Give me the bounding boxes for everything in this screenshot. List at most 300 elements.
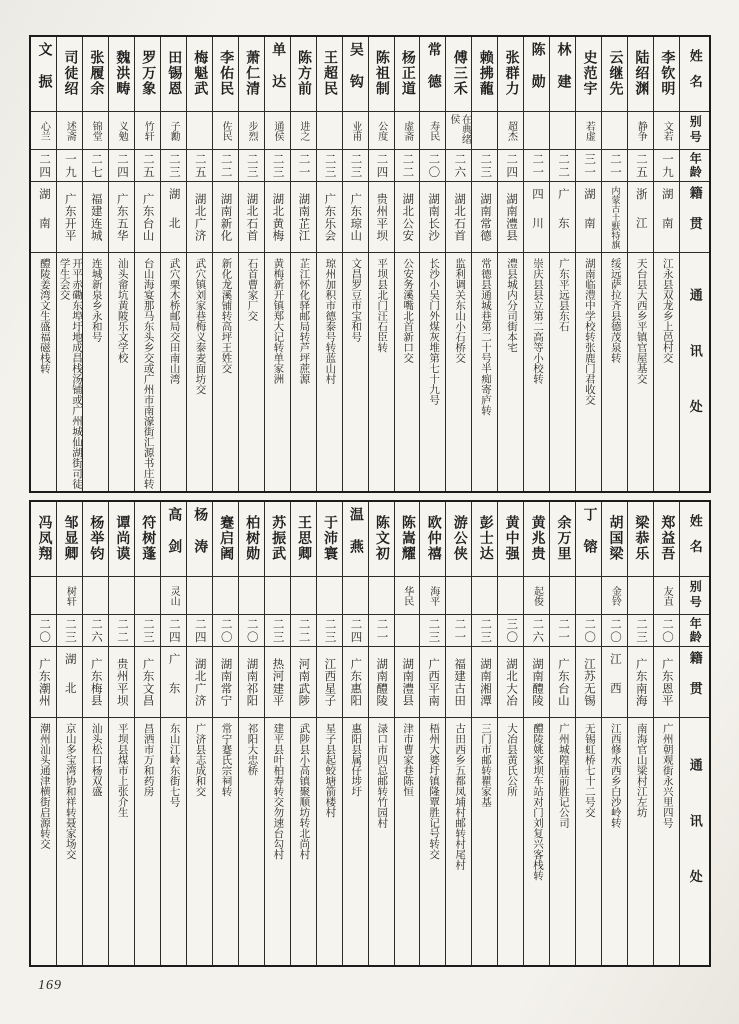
name-cell	[213, 502, 238, 577]
alias-cell	[239, 112, 264, 150]
alias-cell	[654, 577, 679, 615]
native-text: 湖北广济	[193, 657, 206, 707]
row-header-name-label: 姓名	[687, 48, 703, 100]
address-text: 汕头畲坑黄陂乐文学校	[116, 258, 128, 363]
alias-cell	[446, 577, 471, 615]
name-cell	[472, 37, 497, 112]
native-cell	[395, 647, 420, 718]
name-cell	[369, 37, 394, 112]
age-cell	[472, 615, 497, 647]
address-text: 广济县志成和交	[194, 723, 206, 797]
alias-text: 通侯	[271, 120, 283, 141]
address-text: 崇庆县县立第二高等小校转	[531, 258, 543, 384]
native-text: 湖北石首	[453, 192, 466, 242]
address-text: 祁阳大忠桥	[246, 723, 258, 776]
person-column	[601, 502, 627, 965]
age-cell	[395, 615, 420, 647]
age-cell	[109, 615, 134, 647]
directory-table-top	[29, 35, 711, 493]
address-cell	[109, 718, 134, 965]
address-cell	[83, 718, 108, 965]
alias-cell	[213, 577, 238, 615]
native-text: 广东惠阳	[349, 657, 362, 707]
age-text: 二〇	[660, 617, 673, 644]
address-text: 三门市邮转瞿家基	[480, 723, 492, 807]
alias-cell	[343, 112, 368, 150]
native-text: 湖南澧县	[401, 657, 414, 707]
age-text: 二二	[297, 617, 310, 644]
age-text: 二三	[271, 617, 284, 644]
address-cell	[654, 718, 679, 965]
address-text: 绥远萨拉齐县德茂泉转	[609, 258, 621, 363]
name-cell	[317, 37, 342, 112]
address-cell	[161, 718, 186, 965]
name-text: 吴钩	[347, 41, 363, 107]
native-text: 广东琼山	[349, 192, 362, 242]
native-text: 湖北石首	[245, 192, 258, 242]
row-header-age	[680, 150, 709, 182]
age-text: 一九	[660, 152, 673, 179]
age-text: 二五	[141, 152, 154, 179]
name-text: 李钦明	[659, 50, 675, 98]
address-text: 平坝县煤市上张介生	[116, 723, 128, 818]
address-cell	[395, 718, 420, 965]
native-cell	[628, 647, 653, 718]
age-text: 二一	[531, 152, 544, 179]
row-header-name	[680, 37, 709, 112]
native-cell	[446, 182, 471, 253]
name-text: 杨正道	[399, 50, 415, 98]
alias-cell	[628, 112, 653, 150]
person-column	[549, 502, 575, 965]
native-text: 江西	[608, 653, 621, 711]
address-cell	[83, 253, 108, 491]
age-text: 二二	[401, 152, 414, 179]
person-column	[471, 37, 497, 491]
name-text: 张履余	[88, 50, 104, 98]
address-text: 湖南临澧中学校转张鹿门君收交	[583, 258, 595, 405]
native-cell	[31, 182, 56, 253]
name-text: 陈祖制	[373, 50, 389, 98]
alias-cell	[135, 577, 160, 615]
native-text: 广东台山	[556, 657, 569, 707]
name-cell	[239, 502, 264, 577]
native-text: 广东南海	[634, 657, 647, 707]
address-text: 武穴栗木桥邮局交田南山湾	[168, 258, 180, 384]
name-cell	[83, 37, 108, 112]
alias-cell	[524, 112, 549, 150]
name-cell	[187, 502, 212, 577]
alias-text: 金铃	[609, 585, 621, 606]
address-cell	[317, 718, 342, 965]
name-cell	[576, 502, 601, 577]
age-cell	[343, 150, 368, 182]
person-column	[627, 37, 653, 491]
alias-cell	[317, 112, 342, 150]
name-text: 符树蓬	[140, 515, 156, 563]
name-cell	[550, 37, 575, 112]
name-text: 于沛寰	[321, 515, 337, 563]
person-column	[419, 502, 445, 965]
name-text: 陈勋	[529, 41, 545, 107]
age-cell	[135, 150, 160, 182]
alias-cell	[472, 577, 497, 615]
native-cell	[187, 182, 212, 253]
person-column	[523, 37, 549, 491]
alias-cell	[576, 112, 601, 150]
name-cell	[291, 502, 316, 577]
native-cell	[602, 647, 627, 718]
age-cell	[187, 615, 212, 647]
name-text: 丁镕	[581, 506, 597, 572]
person-column	[419, 37, 445, 491]
alias-text: 竹轩	[142, 120, 154, 141]
address-text: 澧县城内分司街本宅	[505, 258, 517, 353]
address-text: 醴陵姜湾文生盛福磁栈转	[38, 258, 50, 374]
address-cell	[369, 253, 394, 491]
address-text: 潮州汕头通津横街启源转交	[38, 723, 50, 849]
address-text: 津市曹家巷陈恒	[402, 723, 414, 797]
alias-text: 起俊	[531, 585, 543, 606]
name-text: 苏振武	[270, 515, 286, 563]
row-header-column	[679, 502, 709, 965]
name-cell	[265, 502, 290, 577]
name-text: 梁恭乐	[633, 515, 649, 563]
name-text: 常德	[425, 41, 441, 107]
native-text: 贵州平坝	[375, 192, 388, 242]
person-column	[497, 37, 523, 491]
age-cell	[628, 615, 653, 647]
person-column	[445, 502, 471, 965]
person-column	[290, 37, 316, 491]
address-cell	[369, 718, 394, 965]
address-cell	[57, 718, 82, 965]
age-cell	[369, 150, 394, 182]
person-column	[31, 37, 56, 491]
name-text: 游公侠	[451, 515, 467, 563]
address-text: 渌口市四总邮转竹园村	[376, 723, 388, 828]
address-cell	[213, 718, 238, 965]
person-column	[601, 37, 627, 491]
address-cell	[343, 253, 368, 491]
address-cell	[472, 718, 497, 965]
age-text: 二三	[635, 617, 647, 644]
address-text: 星子县起蛟塘箭楼村	[324, 723, 336, 818]
person-column	[394, 502, 420, 965]
row-header-alias-label: 别号	[688, 114, 703, 147]
name-text: 傅三禾	[451, 50, 467, 98]
name-text: 林建	[555, 41, 571, 107]
age-text: 二一	[557, 617, 570, 644]
age-cell	[628, 150, 653, 182]
alias-cell	[161, 112, 186, 150]
row-header-alias	[680, 112, 709, 150]
address-cell	[343, 718, 368, 965]
name-cell	[31, 37, 56, 112]
native-cell	[420, 647, 445, 718]
alias-text: 树轩	[64, 585, 76, 606]
alias-cell	[135, 112, 160, 150]
native-text: 广东潮州	[37, 657, 50, 707]
native-cell	[472, 647, 497, 718]
address-text: 台山海宴那马东头乡交或广州市南濠街汇源书庄转	[142, 258, 154, 489]
age-text: 二二	[557, 152, 570, 179]
age-cell	[654, 615, 679, 647]
row-header-name-label: 姓名	[687, 513, 703, 565]
name-cell	[576, 37, 601, 112]
native-cell	[57, 647, 82, 718]
address-cell	[187, 253, 212, 491]
native-text: 湖北	[63, 653, 76, 711]
age-text: 三一	[583, 152, 596, 179]
age-cell	[317, 150, 342, 182]
address-cell	[446, 718, 471, 965]
native-text: 浙江	[634, 188, 647, 246]
person-column	[56, 37, 82, 491]
row-header-native-label: 籍贯	[687, 651, 703, 713]
address-cell	[265, 718, 290, 965]
alias-text: 进之	[297, 120, 309, 141]
name-text: 胡国梁	[607, 515, 623, 563]
person-column	[264, 502, 290, 965]
address-text: 石首曹家厂交	[246, 258, 258, 321]
alias-cell	[524, 577, 549, 615]
name-cell	[213, 37, 238, 112]
name-cell	[57, 502, 82, 577]
address-text: 建平县叶柏寿转交勿速台勾村	[272, 723, 284, 860]
age-text: 二一	[453, 617, 466, 644]
row-header-name	[680, 502, 709, 577]
name-cell	[602, 37, 627, 112]
address-text: 惠阳县属仔埗圩	[350, 723, 362, 797]
native-text: 湖南澧县	[505, 192, 517, 242]
address-cell	[395, 253, 420, 491]
alias-cell	[395, 577, 420, 615]
person-column	[368, 502, 394, 965]
name-cell	[31, 502, 56, 577]
name-text: 谭尚谟	[114, 515, 130, 563]
address-cell	[628, 718, 653, 965]
address-cell	[109, 253, 134, 491]
alias-cell	[369, 112, 394, 150]
native-cell	[291, 182, 316, 253]
native-cell	[57, 182, 82, 253]
row-header-address-label: 通讯处	[687, 288, 703, 456]
person-column	[31, 502, 56, 965]
name-text: 黄中强	[503, 515, 519, 563]
native-text: 广东台山	[141, 192, 154, 242]
address-cell	[135, 718, 160, 965]
person-column	[290, 502, 316, 965]
person-column	[82, 502, 108, 965]
name-cell	[343, 502, 368, 577]
age-cell	[602, 615, 627, 647]
age-cell	[550, 150, 575, 182]
alias-text: 锦堂	[90, 120, 102, 141]
alias-cell	[291, 112, 316, 150]
age-cell	[524, 150, 549, 182]
age-text: 二二	[115, 617, 128, 644]
name-cell	[109, 37, 134, 112]
alias-cell	[187, 577, 212, 615]
name-text: 高剑	[166, 506, 182, 572]
name-text: 欧仲禧	[425, 515, 441, 563]
alias-text: 在典绪侯	[447, 114, 471, 144]
age-text: 二四	[38, 152, 51, 179]
name-cell	[524, 37, 549, 112]
name-cell	[420, 502, 445, 577]
native-text: 广东	[167, 653, 180, 711]
alias-cell	[265, 577, 290, 615]
name-text: 史范宇	[581, 50, 597, 98]
age-text: 二六	[531, 617, 544, 644]
name-cell	[291, 37, 316, 112]
native-text: 湖南湘潭	[479, 657, 492, 707]
name-cell	[187, 37, 212, 112]
age-cell	[550, 615, 575, 647]
row-header-age-label: 年龄	[688, 152, 703, 179]
address-text: 江永县双龙乡上邑村交	[661, 258, 673, 363]
address-text: 平坝县北门汪石臣转	[376, 258, 388, 353]
address-text: 无锡虹桥七十二号交	[583, 723, 595, 818]
alias-cell	[83, 112, 108, 150]
person-column	[316, 37, 342, 491]
age-text: 二一	[609, 152, 622, 179]
native-cell	[550, 647, 575, 718]
person-column	[342, 502, 368, 965]
alias-text: 佐民	[220, 120, 232, 141]
name-cell	[602, 502, 627, 577]
alias-cell	[31, 577, 56, 615]
person-column	[523, 502, 549, 965]
native-text: 湖南祁阳	[245, 657, 258, 707]
row-header-native	[680, 647, 709, 718]
person-column	[342, 37, 368, 491]
native-cell	[576, 182, 601, 253]
name-text: 陈嵩耀	[399, 515, 415, 563]
address-cell	[239, 253, 264, 491]
address-text: 文昌罗豆市宝和号	[350, 258, 362, 342]
person-column	[160, 37, 186, 491]
native-text: 湖南	[37, 188, 50, 246]
native-text: 广东五华	[115, 192, 128, 242]
native-cell	[239, 182, 264, 253]
address-cell	[498, 253, 523, 491]
address-cell	[265, 253, 290, 491]
person-column	[56, 502, 82, 965]
alias-cell	[446, 112, 471, 150]
person-column	[653, 37, 679, 491]
native-cell	[83, 182, 108, 253]
native-text: 贵州平坝	[115, 657, 128, 707]
name-text: 田锡恩	[166, 50, 182, 98]
name-text: 冯凤翔	[36, 515, 52, 563]
age-text: 二〇	[245, 617, 258, 644]
age-text: 二三	[323, 617, 336, 644]
age-cell	[213, 150, 238, 182]
age-text: 二三	[479, 152, 492, 179]
native-text: 湖南常宁	[219, 657, 232, 707]
person-column	[394, 37, 420, 491]
age-text: 二五	[635, 152, 647, 179]
age-cell	[446, 615, 471, 647]
name-cell	[265, 37, 290, 112]
person-column	[653, 502, 679, 965]
person-column	[108, 502, 134, 965]
age-cell	[161, 150, 186, 182]
name-text: 王超民	[321, 50, 337, 98]
age-cell	[524, 615, 549, 647]
name-cell	[109, 502, 134, 577]
address-text: 广州城隍庙前胜记公司	[557, 723, 569, 828]
address-text: 京山多宝湾协和祥转聂家场交	[64, 723, 76, 860]
name-text: 萧仁清	[244, 50, 260, 98]
person-column	[471, 502, 497, 965]
address-cell	[161, 253, 186, 491]
row-header-native	[680, 182, 709, 253]
native-text: 内蒙古土默特旗	[610, 185, 621, 249]
native-cell	[109, 182, 134, 253]
age-text: 二〇	[219, 617, 232, 644]
address-text: 广州朝观街永兴里四号	[661, 723, 673, 828]
address-text: 醴陵姚家坝车站对门刘复兴客栈转	[531, 723, 543, 881]
alias-cell	[187, 112, 212, 150]
alias-cell	[472, 112, 497, 150]
age-text: 二六	[89, 617, 102, 644]
name-text: 魏洪畴	[114, 50, 130, 98]
native-cell	[161, 182, 186, 253]
alias-cell	[550, 112, 575, 150]
address-cell	[135, 253, 160, 491]
age-cell	[83, 150, 108, 182]
address-cell	[446, 253, 471, 491]
name-cell	[161, 37, 186, 112]
alias-cell	[602, 577, 627, 615]
alias-cell	[395, 112, 420, 150]
address-cell	[317, 253, 342, 491]
alias-text: 业甫	[349, 120, 361, 141]
name-text: 杨涛	[192, 506, 208, 572]
age-cell	[576, 150, 601, 182]
address-cell	[420, 718, 445, 965]
native-cell	[135, 647, 160, 718]
native-cell	[265, 647, 290, 718]
alias-cell	[420, 577, 445, 615]
age-cell	[446, 150, 471, 182]
native-text: 湖南芷江	[297, 192, 310, 242]
native-cell	[161, 647, 186, 718]
native-cell	[239, 647, 264, 718]
address-text: 连城新泉乡永和号	[90, 258, 102, 342]
native-cell	[343, 182, 368, 253]
age-text: 三〇	[505, 617, 518, 644]
native-text: 湖北大冶	[505, 657, 517, 707]
native-cell	[317, 647, 342, 718]
name-text: 张群力	[503, 50, 519, 98]
native-text: 河南武陟	[297, 657, 310, 707]
name-text: 司徒绍	[62, 50, 78, 98]
alias-cell	[317, 577, 342, 615]
alias-text: 公度	[375, 120, 387, 141]
native-text: 湖北黄梅	[271, 192, 284, 242]
native-cell	[602, 182, 627, 253]
native-text: 四川	[530, 188, 543, 246]
address-cell	[576, 253, 601, 491]
name-cell	[654, 502, 679, 577]
age-cell	[395, 150, 420, 182]
native-text: 福建连城	[89, 192, 102, 242]
alias-text: 若虚	[583, 120, 595, 141]
